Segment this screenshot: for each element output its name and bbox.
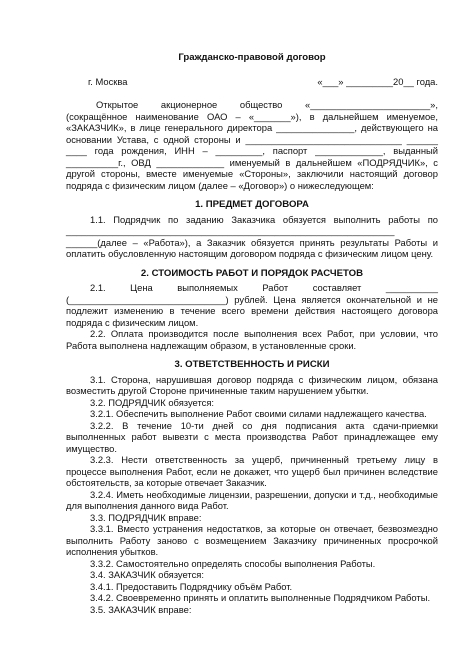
clause-3-2-4: 3.2.4. Иметь необходимые лицензии, разрешении, допуски и т.д., необходимые для выполнения данного вида Работ.: [66, 488, 438, 511]
clause-3-5: 3.5. ЗАКАЗЧИК вправе:: [90, 603, 192, 615]
city: г. Москва: [88, 75, 128, 87]
section-3-heading: 3. ОТВЕТСТВЕННОСТЬ И РИСКИ: [174, 359, 330, 370]
document-title: Гражданско-правовой договор: [178, 52, 326, 63]
clause-2-1: 2.1. Цена выполняемых Работ составляет __________ (______________________________) рублей. Цена является окончательной и не подлежит изменению в течение всего времени действия настоящего договора подряда с физическим лицом.: [66, 282, 438, 328]
clause-3-2-1: 3.2.1. Обеспечить выполнение Работ своими силами надлежащего качества.: [90, 408, 427, 419]
clause-3-3-1: 3.3.1. Вместо устранения недостатков, за которые он отвечает, безвозмездно выполнить Работу заново с возмещением Заказчику причиненных просрочкой исполнения убытков.: [66, 523, 438, 557]
clause-1-1: 1.1. Подрядчик по заданию Заказчика обязуется выполнить работы по _______________________________________________________________ ______(далее – «Работа»), а Заказчик обязуется принять результаты Работы и оплатить обусловленную настоящим договором подряда с физическим лицом цену.: [66, 213, 438, 259]
clause-3-1: 3.1. Сторона, нарушившая договор подряда с физическим лицом, обязана возместить другой Стороне причиненные таким нарушением убытки.: [66, 373, 438, 396]
clause-3-2: 3.2. ПОДРЯДЧИК обязуется:: [90, 396, 215, 408]
clause-3-4-1: 3.4.1. Предоставить Подрядчику объём Работ.: [90, 580, 293, 592]
clause-3-2-3: 3.2.3. Нести ответственность за ущерб, причиненный третьему лицу в процессе выполнения Работ, если не докажет, что ущерб был причинен вследствие обстоятельств, за которые отвечает Заказчик.: [66, 454, 438, 488]
clause-3-3-2: 3.3.2. Самостоятельно определять способы выполнения Работы.: [90, 557, 376, 569]
clause-3-4: 3.4. ЗАКАЗЧИК обязуется:: [90, 569, 204, 580]
clause-3-4-2: 3.4.2. Своевременно принять и оплатить выполненные Подрядчиком Работы.: [90, 592, 431, 603]
section-1-heading: 1. ПРЕДМЕТ ДОГОВОРА: [195, 199, 309, 210]
contract-date: «___» _________20__ года.: [317, 75, 438, 87]
clause-2-2: 2.2. Оплата производится после выполнения всех Работ, при условии, что Работа выполнена надлежащим образом, в установленные сроки.: [66, 328, 438, 351]
clause-3-2-2: 3.2.2. В течение 10-ти дней со дня подписания акта сдачи-приемки выполненных работ вывезти с места производства Работ принадлежащее ему имущество.: [66, 419, 438, 454]
clause-3-3: 3.3. ПОДРЯДЧИК вправе:: [90, 511, 202, 523]
preamble: Открытое акционерное общество «_______________________», (сокращённое наименование ОАО – «_______»), в дальнейшем именуемое, «ЗАКАЗЧИК», в лице генерального директора _______________, действующего на основании Устава, с одной стороны и ______________________________ ______ ____ года рождения, ИНН – _________, паспорт _____________, выданный __________г., ОВД _____________ именуемый в дальнейшем «ПОДРЯДЧИК», с другой стороны, вместе именуемые «Стороны», заключили настоящий договор подряда с физическим лицом (далее – «Договор») о нижеследующем:: [66, 99, 438, 191]
city-date-line: [66, 76, 438, 88]
section-2-heading: 2. СТОИМОСТЬ РАБОТ И ПОРЯДОК РАСЧЕТОВ: [140, 267, 364, 279]
